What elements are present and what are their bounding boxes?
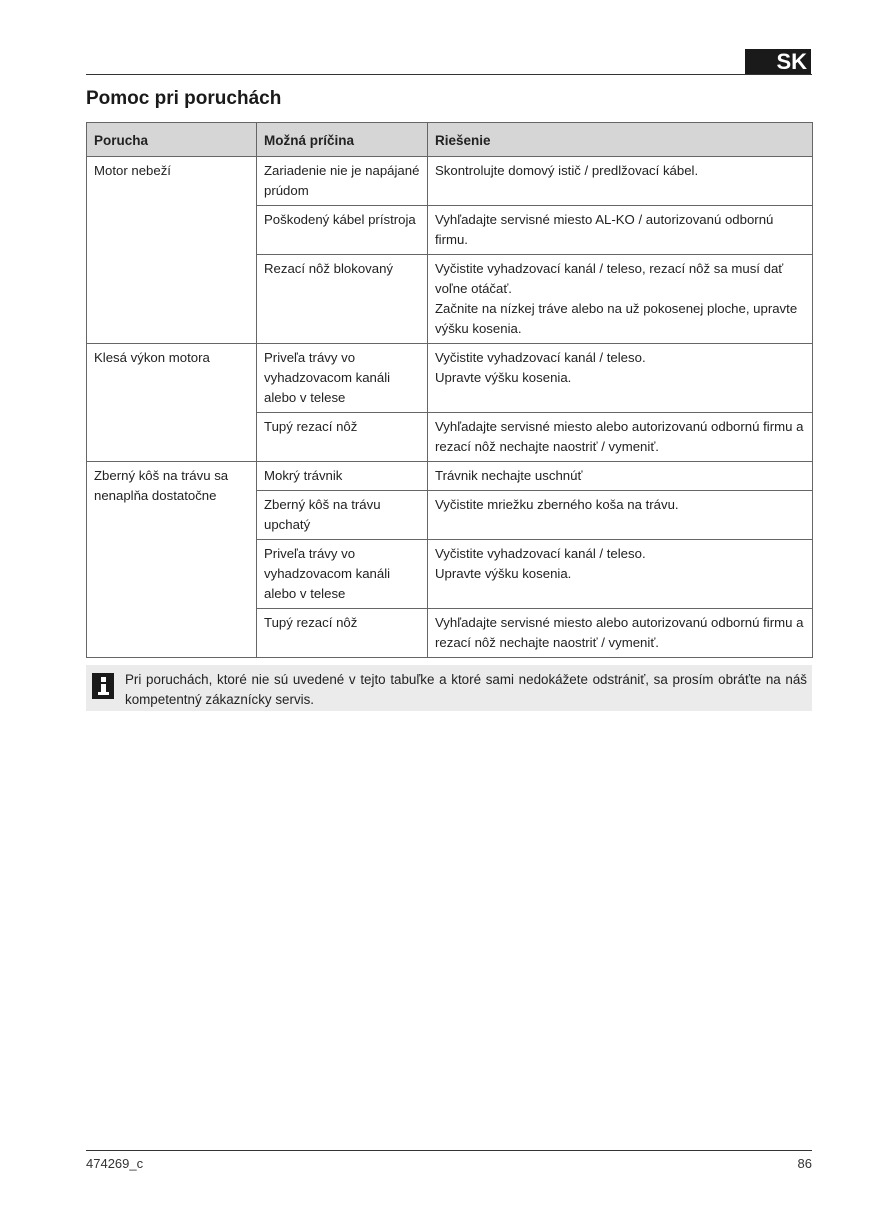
cause-cell: Tupý rezací nôž bbox=[257, 413, 428, 462]
bottom-divider bbox=[86, 1150, 812, 1151]
solution-line: Vyčistite vyhadzovací kanál / teleso. bbox=[435, 350, 646, 365]
solution-line: Skontrolujte domový istič / predlžovací kábel. bbox=[435, 163, 699, 178]
solution-line: Vyhľadajte servisné miesto alebo autorizovanú odbornú firmu a rezací nôž nechajte naostriť / vymeniť. bbox=[435, 615, 804, 650]
solution-cell bbox=[428, 157, 813, 206]
solution-line: Vyhľadajte servisné miesto AL-KO / autorizovanú odbornú firmu. bbox=[435, 212, 774, 247]
solution-cell bbox=[428, 540, 813, 609]
cause-cell: Mokrý trávnik bbox=[257, 462, 428, 491]
info-icon bbox=[92, 673, 114, 699]
column-header-fault: Porucha bbox=[87, 123, 257, 157]
solution-line: Upravte výšku kosenia. bbox=[435, 370, 572, 385]
troubleshooting-table bbox=[86, 122, 813, 658]
solution-line: Vyčistite vyhadzovací kanál / teleso. bbox=[435, 546, 646, 561]
solution-cell bbox=[428, 462, 813, 491]
solution-line: Vyčistite mriežku zberného koša na trávu. bbox=[435, 497, 679, 512]
page-number: 86 bbox=[797, 1156, 812, 1171]
language-badge: SK bbox=[745, 49, 811, 75]
solution-line: Upravte výšku kosenia. bbox=[435, 566, 572, 581]
cause-cell: Zberný kôš na trávu upchatý bbox=[257, 491, 428, 540]
fault-cell: Motor nebeží bbox=[87, 157, 257, 344]
solution-cell bbox=[428, 206, 813, 255]
page-title: Pomoc pri poruchách bbox=[86, 88, 282, 109]
table-row bbox=[87, 344, 813, 413]
column-header-solution: Riešenie bbox=[428, 123, 813, 157]
solution-line: Vyhľadajte servisné miesto alebo autorizovanú odbornú firmu a rezací nôž nechajte naostriť / vymeniť. bbox=[435, 419, 804, 454]
solution-line: Trávnik nechajte uschnúť bbox=[435, 468, 583, 483]
solution-cell bbox=[428, 609, 813, 658]
info-note-text: Pri poruchách, ktoré nie sú uvedené v tejto tabuľke a ktoré sami nedokážete odstrániť, sa prosím obráťte na náš kompetentný zákaznícky servis. bbox=[125, 672, 807, 707]
fault-cell: Klesá výkon motora bbox=[87, 344, 257, 462]
solution-cell bbox=[428, 344, 813, 413]
solution-cell bbox=[428, 413, 813, 462]
solution-line: Začnite na nízkej tráve alebo na už pokosenej ploche, upravte výšku kosenia. bbox=[435, 301, 798, 336]
column-header-cause: Možná príčina bbox=[257, 123, 428, 157]
solution-cell bbox=[428, 255, 813, 344]
table-body bbox=[87, 157, 813, 658]
cause-cell: Tupý rezací nôž bbox=[257, 609, 428, 658]
info-note bbox=[86, 665, 812, 711]
cause-cell: Priveľa trávy vo vyhadzovacom kanáli alebo v telese bbox=[257, 540, 428, 609]
cause-cell: Rezací nôž blokovaný bbox=[257, 255, 428, 344]
cause-cell: Poškodený kábel prístroja bbox=[257, 206, 428, 255]
cause-cell: Zariadenie nie je napájané prúdom bbox=[257, 157, 428, 206]
document-id: 474269_c bbox=[86, 1156, 144, 1171]
solution-cell bbox=[428, 491, 813, 540]
cause-cell: Priveľa trávy vo vyhadzovacom kanáli alebo v telese bbox=[257, 344, 428, 413]
top-divider bbox=[86, 74, 812, 75]
fault-cell: Zberný kôš na trávu sa nenaplňa dostatočne bbox=[87, 462, 257, 658]
solution-line: Vyčistite vyhadzovací kanál / teleso, rezací nôž sa musí dať voľne otáčať. bbox=[435, 261, 784, 296]
table-row bbox=[87, 157, 813, 206]
table-header-row bbox=[87, 123, 813, 157]
table-row bbox=[87, 462, 813, 491]
